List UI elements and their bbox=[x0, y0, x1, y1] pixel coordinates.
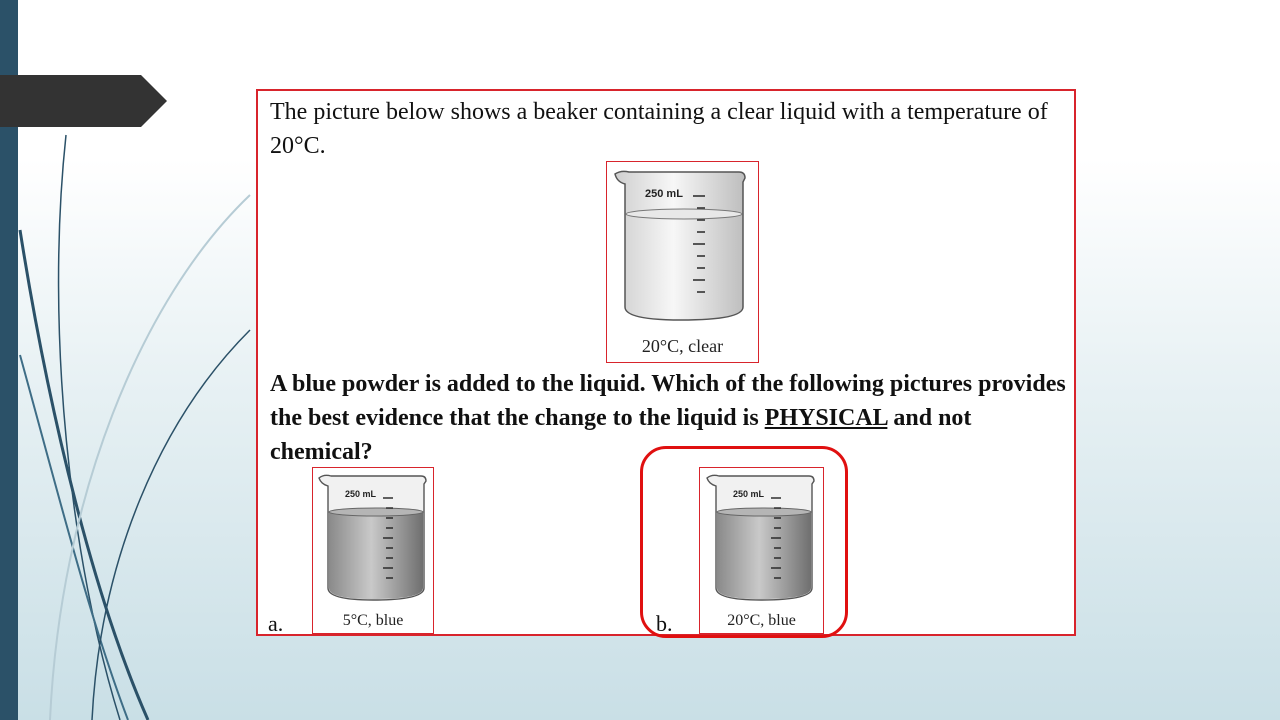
beaker-caption: 20°C, blue bbox=[727, 612, 796, 629]
question-emphasis: PHYSICAL bbox=[764, 405, 888, 431]
option-a-beaker[interactable] bbox=[312, 467, 434, 634]
option-b-letter: b. bbox=[656, 611, 673, 636]
volume-label: 250 mL bbox=[645, 188, 683, 200]
answer-selection-circle bbox=[640, 446, 848, 638]
question-part-1: A blue powder is added to the liquid. Which of the following pictures provides the best evidence that the change to the liquid is bbox=[270, 371, 1066, 431]
question-part-2: and not chemical? bbox=[270, 405, 972, 465]
beaker-caption: 5°C, blue bbox=[342, 612, 404, 629]
volume-label: 250 mL bbox=[733, 489, 765, 499]
beaker-caption: 20°C, clear bbox=[641, 336, 724, 356]
reference-beaker bbox=[606, 161, 759, 363]
volume-label: 250 mL bbox=[345, 489, 377, 499]
title-tab bbox=[0, 75, 167, 127]
intro-text: The picture below shows a beaker containing a clear liquid with a temperature of 20°C. bbox=[270, 99, 1048, 159]
option-a-letter: a. bbox=[268, 611, 284, 636]
